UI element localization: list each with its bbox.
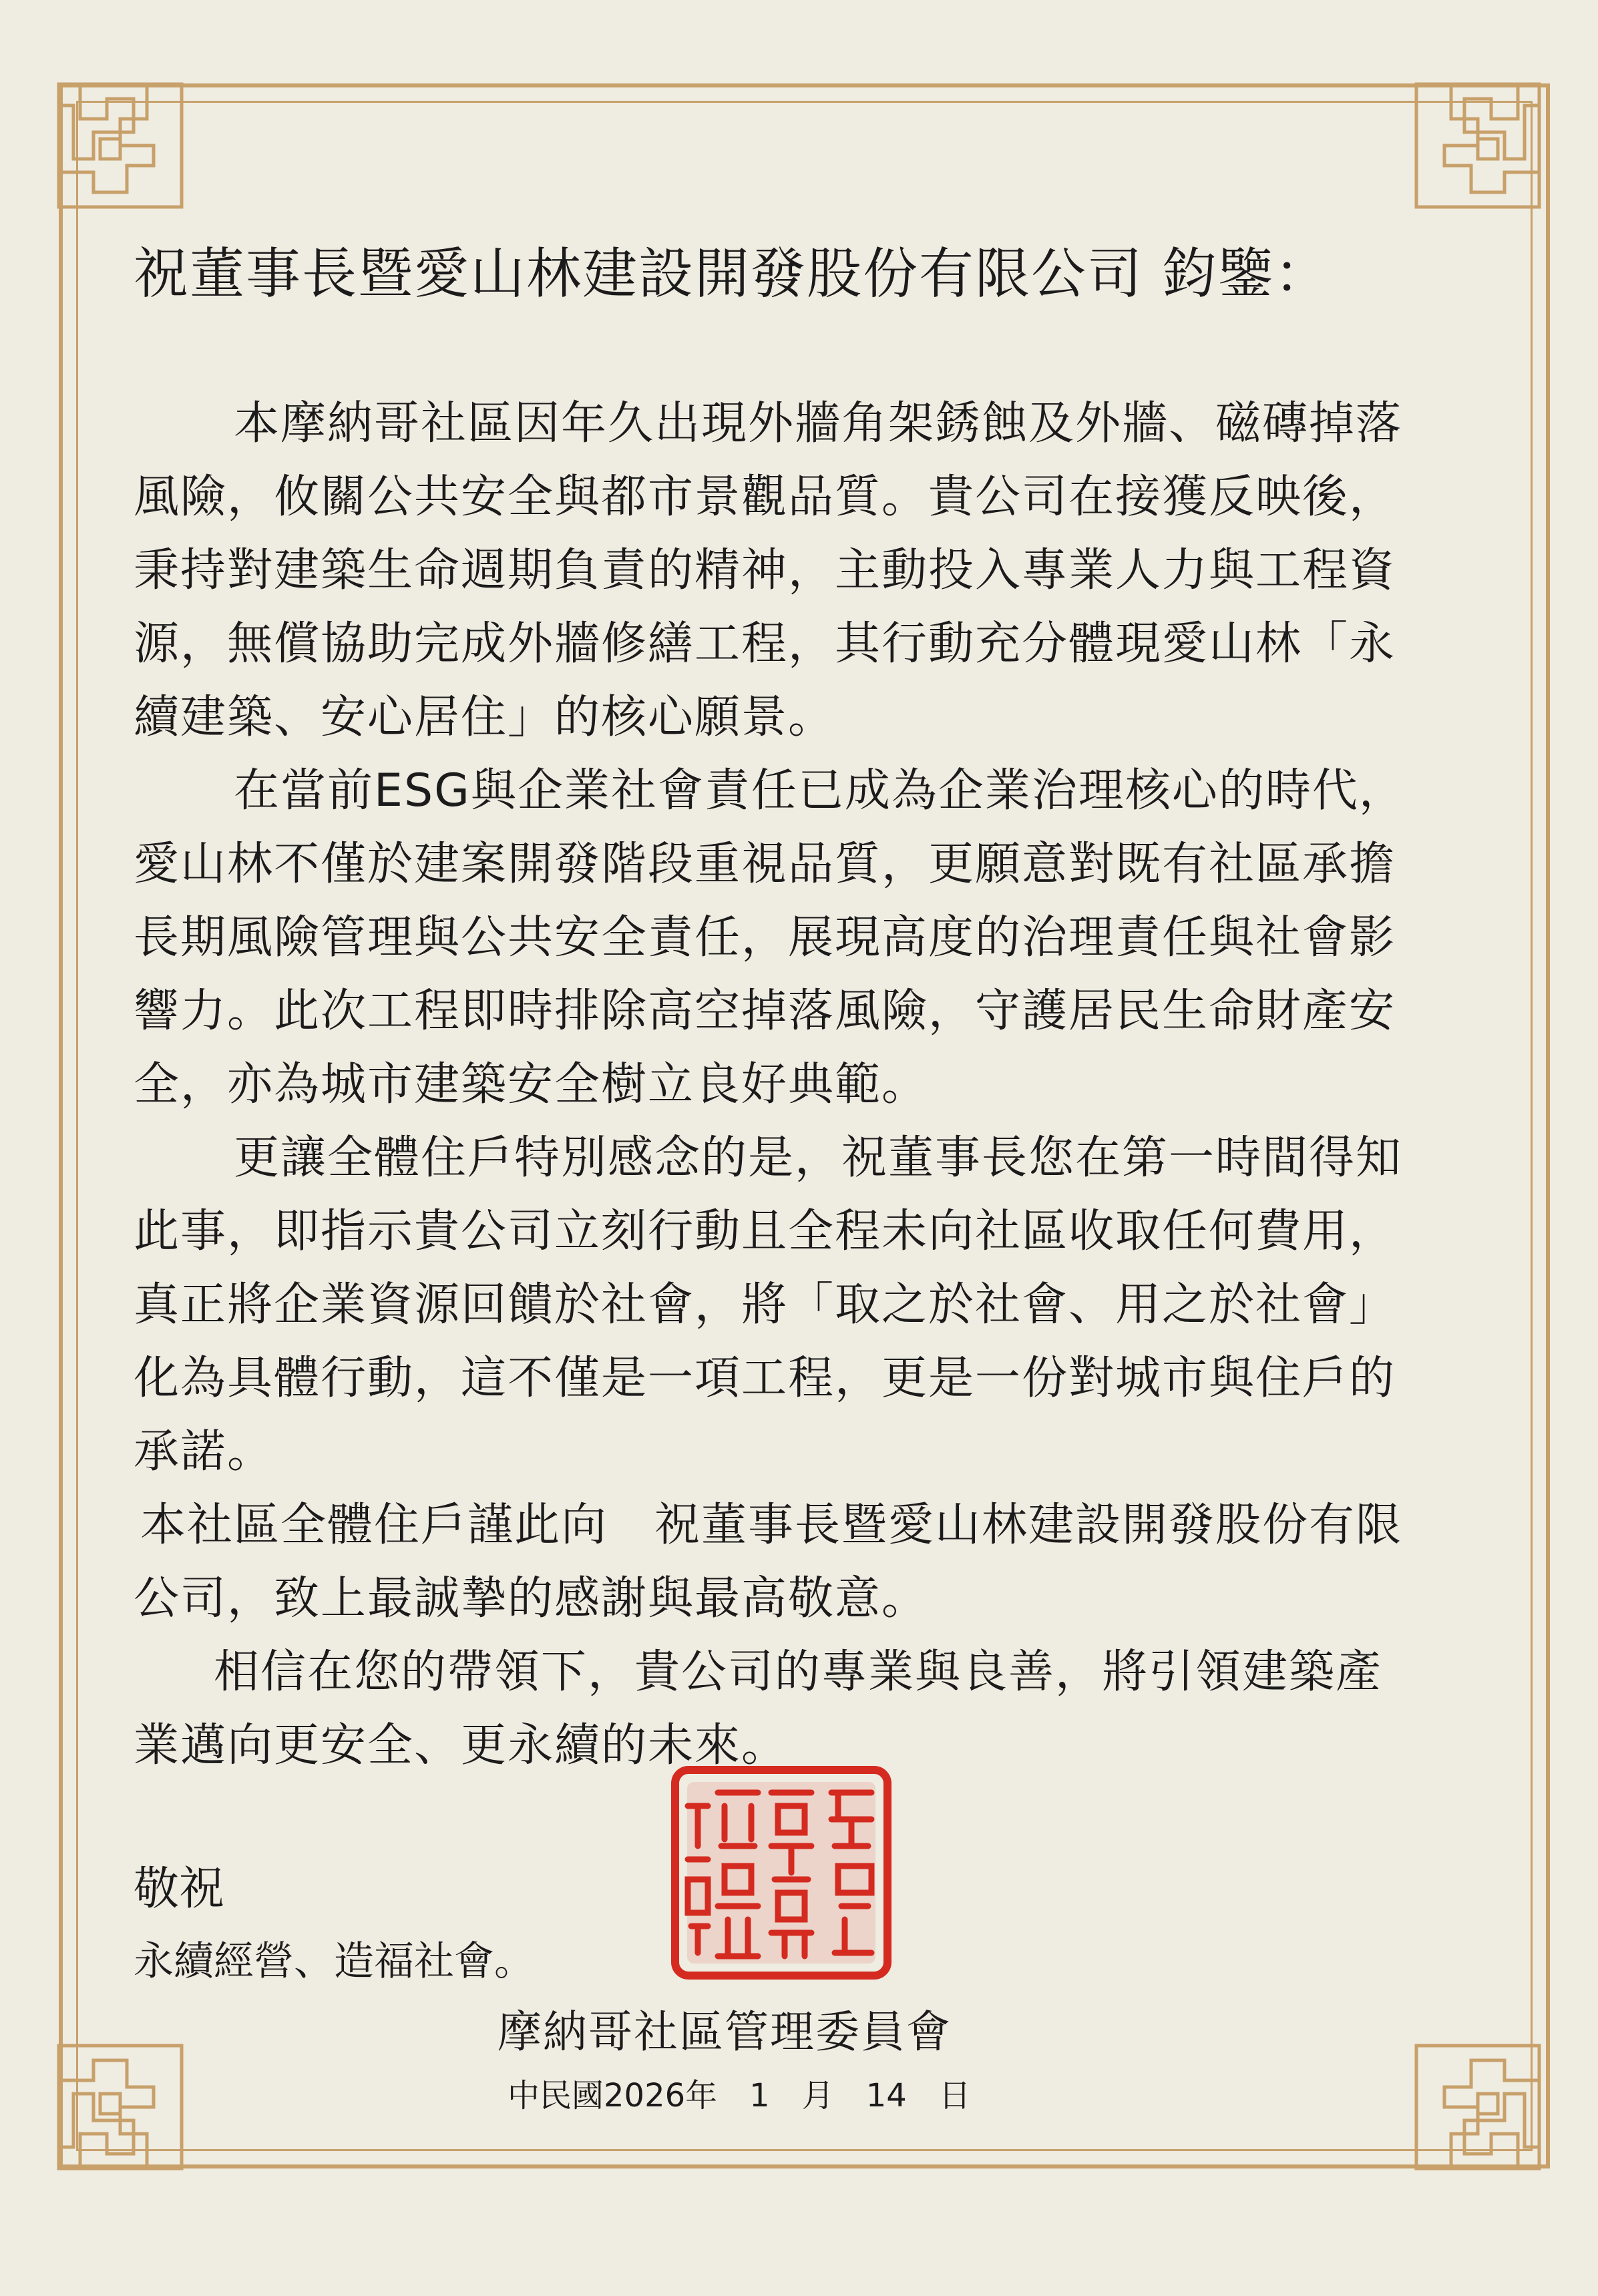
closing-wish: 永續經營、造福社會。 <box>134 1938 534 1985</box>
paragraph-2: 在當前ESG與企業社會責任已成為企業治理核心的時代，愛山林不僅於建案開發階段重視品質，更願意對既有社區承擔長期風險管理與公共安全責任，展現高度的治理責任與社會影響力。此次工程即時排除高空掉落風險，守護居民生命財產安全，亦為城市建築安全樹立良好典範。 <box>134 764 1406 1111</box>
corner-ornament-bottom-left <box>53 2040 187 2174</box>
corner-ornament-bottom-right <box>1411 2040 1545 2174</box>
date: 中民國2026年 1 月 14 日 <box>508 2077 971 2114</box>
signature: 摩納哥社區管理委員會 <box>497 2006 952 2058</box>
paragraph-1: 本摩納哥社區因年久出現外牆角架銹蝕及外牆、磁磚掉落風險，攸關公共安全與都市景觀品質。貴公司在接獲反映後，秉持對建築生命週期負責的精神，主動投入專業人力與工程資源，無償協助完成外牆修繕工程，其行動充分體現愛山林「永續建築、安心居住」的核心願景。 <box>134 397 1403 744</box>
closing-respect: 敬祝 <box>134 1863 225 1915</box>
paragraph-5: 相信在您的帶領下，貴公司的專業與良善，將引領建築產業邁向更安全、更永續的未來。 <box>134 1646 1383 1772</box>
paragraph-4: 本社區全體住戶謹此向 祝董事長暨愛山林建設開發股份有限公司，致上最誠摯的感謝與最高敬意。 <box>134 1499 1403 1625</box>
corner-ornament-top-right <box>1411 79 1545 212</box>
red-seal-stamp <box>671 1766 891 1980</box>
letter-body <box>134 387 1416 1783</box>
paragraph-3: 更讓全體住戶特別感念的是，祝董事長您在第一時間得知此事，即指示貴公司立刻行動且全程未向社區收取任何費用，真正將企業資源回饋於社會，將「取之於社會、用之於社會」化為具體行動，這不僅是一項工程，更是一份對城市與住戶的承諾。 <box>134 1132 1403 1478</box>
salutation: 祝董事長暨愛山林建設開發股份有限公司 鈞鑒： <box>134 242 1331 306</box>
corner-ornament-top-left <box>53 79 187 212</box>
